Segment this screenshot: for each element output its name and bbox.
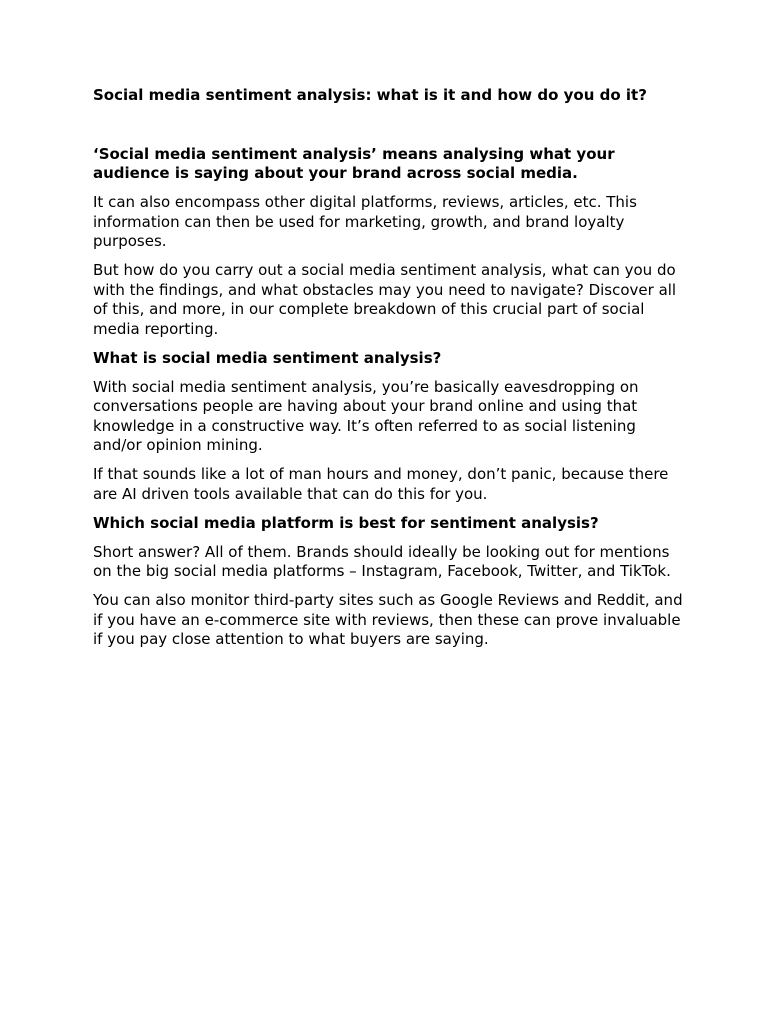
section-heading-2: Which social media platform is best for sentiment analysis? [93,513,599,532]
paragraph-6: You can also monitor third-party sites such as Google Reviews and Reddit, and if you have an e-commerce site with reviews, then these can prove invaluable if you pay close attention to what buyers are saying. [93,591,683,648]
document-title: Social media sentiment analysis: what is it and how do you do it? [93,86,647,104]
paragraph-1: It can also encompass other digital platforms, reviews, articles, etc. This information can then be used for marketing, growth, and brand loyalty purposes. [93,193,637,250]
paragraph-5: Short answer? All of them. Brands should ideally be looking out for mentions on the big social media platforms – Instagram, Facebook, Twitter, and TikTok. [93,542,671,580]
intro-paragraph: ‘Social media sentiment analysis’ means analysing what your audience is saying about your brand across social media. [93,144,615,182]
document-page [93,86,683,659]
paragraph-4: If that sounds like a lot of man hours and money, don’t panic, because there are AI driven tools available that can do this for you. [93,465,669,503]
paragraph-2: But how do you carry out a social media sentiment analysis, what can you do with the findings, and what obstacles may you need to navigate? Discover all of this, and more, in our complete breakdown of this crucial part of social media reporting. [93,261,677,338]
paragraph-3: With social media sentiment analysis, you’re basically eavesdropping on conversations people are having about your brand online and using that knowledge in a constructive way. It’s often referred to as social listening and/or opinion mining. [93,377,639,454]
section-heading-1: What is social media sentiment analysis? [93,348,442,367]
